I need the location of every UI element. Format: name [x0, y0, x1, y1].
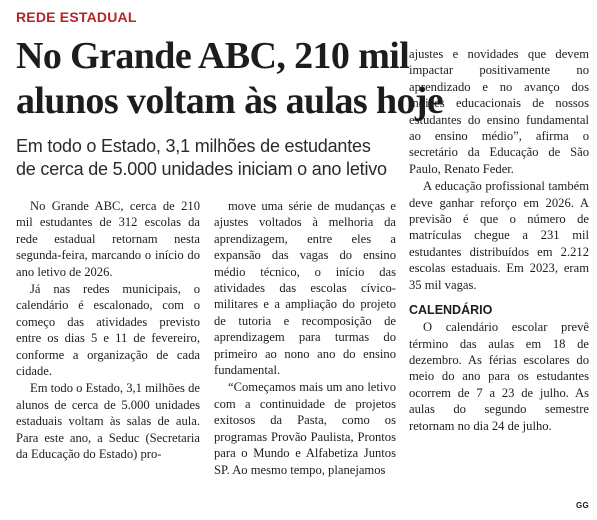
- paragraph: move uma série de mudanças e ajustes voltados à melhoria da aprendizagem, entre eles a expansão das vagas do ensino médio técnico, o início das atividades das escolas cívico-militares e a ampliação do projeto de tutoria e recomposição de aprendizagem para turmas do primeiro ao nono ano do ensino fundamental.: [214, 199, 396, 378]
- paragraph: A educação profissional também deve ganhar reforço em 2026. A previsão é que o número de matrículas chegue a 231 mil estudantes distribuídos em 2.212 escolas estaduais. Em 2023, eram 35 mil vagas.: [409, 179, 589, 292]
- crosshead-calendario: CALENDÁRIO: [409, 303, 493, 318]
- paragraph: ajustes e novidades que devem impactar positivamente no aprendizado e no avanço dos índices educacionais de nossos estudantes do ensino fundamental ao ensino médio”, afirma o secretário da Educação de São Paulo, Renato Feder.: [409, 47, 589, 176]
- headline-line-2: alunos voltam às aulas hoje: [16, 80, 444, 122]
- body-column-3: [409, 46, 589, 434]
- body-column-2: [214, 198, 396, 478]
- body-column-1: [16, 198, 200, 463]
- headline-line-1: No Grande ABC, 210 mil: [16, 35, 410, 77]
- paragraph: No Grande ABC, cerca de 210 mil estudantes de 312 escolas da rede estadual retornam nesta segunda-feira, marcando o início do ano letivo de 2026.: [16, 199, 200, 279]
- paragraph: Em todo o Estado, 3,1 milhões de alunos de cerca de 5.000 unidades estaduais voltam às salas de aula. Para este ano, a Seduc (Secretaria da Educação do Estado) pro-: [16, 381, 200, 462]
- subheadline-line-2: de cerca de 5.000 unidades iniciam o ano letivo: [16, 159, 387, 179]
- subheadline-line-1: Em todo o Estado, 3,1 milhões de estudantes: [16, 136, 371, 156]
- headline: [16, 34, 444, 124]
- section-kicker: REDE ESTADUAL: [16, 9, 137, 25]
- paragraph: “Começamos mais um ano letivo com a continuidade de projetos exitosos da Pasta, como os programas Provão Paulista, Prontos para o Mundo e Alfabetiza Juntos SP. Ao mesmo tempo, planejamos: [214, 380, 396, 477]
- paragraph: O calendário escolar prevê término das aulas em 18 de dezembro. As férias escolares do meio do ano para os estudantes ocorrem de 7 a 23 de julho. As aulas do segundo semestre retornam no dia 24 de julho.: [409, 320, 589, 433]
- paragraph: Já nas redes municipais, o calendário é escalonado, com o começo das atividades previsto entre os dias 5 e 11 de fevereiro, conforme a organização de cada cidade.: [16, 282, 200, 379]
- subheadline: [16, 135, 396, 181]
- author-initials: GG: [575, 501, 589, 510]
